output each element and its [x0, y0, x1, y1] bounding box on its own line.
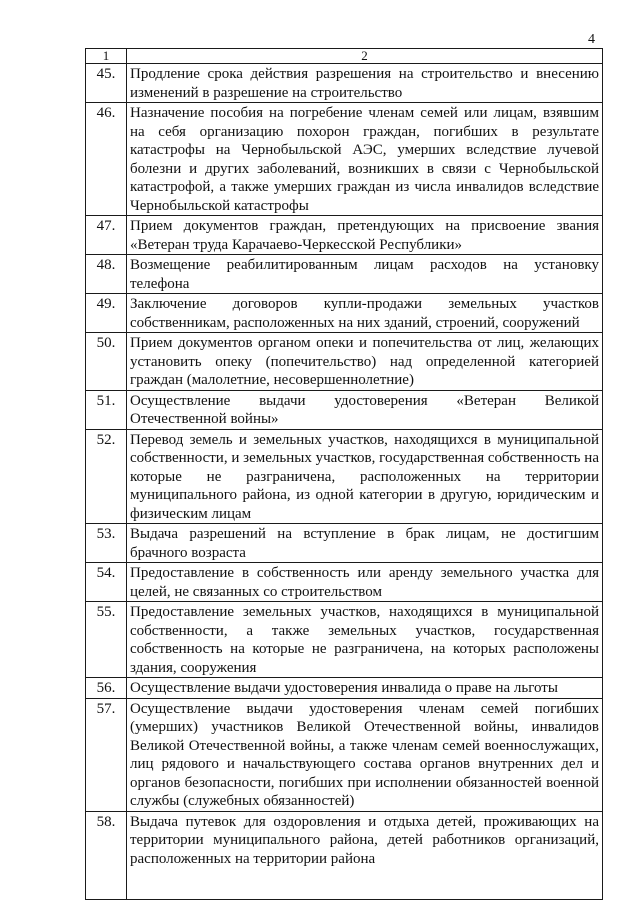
row-number: 54.	[86, 563, 127, 602]
page-number: 4	[588, 32, 595, 47]
row-text: Продление срока действия разрешения на строительство и внесению изменений в разрешение на строительство	[127, 64, 603, 103]
row-number: 45.	[86, 64, 127, 103]
table-row	[86, 64, 603, 103]
row-text: Прием документов органом опеки и попечительства от лиц, желающих установить опеку (попечительство) над определенной категорией граждан (малолетние, несовершеннолетние)	[127, 333, 603, 391]
row-text: Прием документов граждан, претендующих на присвоение звания «Ветеран труда Карачаево-Черкесской Республики»	[127, 216, 603, 255]
table-row	[86, 678, 603, 699]
row-text: Выдача разрешений на вступление в брак лицам, не достигшим брачного возраста	[127, 524, 603, 563]
table-row	[86, 563, 603, 602]
row-text: Осуществление выдачи удостоверения «Ветеран Великой Отечественной войны»	[127, 390, 603, 429]
column-header-number: 1	[86, 49, 127, 64]
row-number: 50.	[86, 333, 127, 391]
row-text: Перевод земель и земельных участков, находящихся в муниципальной собственности, и земельных участков, государственная собственность на которые не разграничена, расположенных на территории муниципального района, из одной категории в другую, юридическим и физическим лицам	[127, 429, 603, 524]
row-text: Предоставление в собственность или аренду земельного участка для целей, не связанных со строительством	[127, 563, 603, 602]
table-header-row	[86, 49, 603, 64]
row-text: Назначение пособия на погребение членам семей или лицам, взявшим на себя организацию похорон граждан, погибших в результате катастрофы на Чернобыльской АЭС, умерших вследствие лучевой болезни и других заболеваний, возникших в связи с Чернобыльской катастрофой, а также умерших граждан из числа инвалидов вследствие Чернобыльской катастрофы	[127, 103, 603, 216]
table-row	[86, 255, 603, 294]
row-number: 57.	[86, 698, 127, 811]
row-number: 56.	[86, 678, 127, 699]
row-text: Заключение договоров купли-продажи земельных участков собственникам, расположенных на них зданий, строений, сооружений	[127, 294, 603, 333]
row-number: 55.	[86, 602, 127, 678]
table-row	[86, 333, 603, 391]
table-row	[86, 429, 603, 524]
table-row	[86, 103, 603, 216]
table-row	[86, 390, 603, 429]
row-number: 49.	[86, 294, 127, 333]
row-number: 58.	[86, 811, 127, 899]
row-text: Выдача путевок для оздоровления и отдыха детей, проживающих на территории муниципального района, детей работников организаций, расположенных на территории района	[127, 811, 603, 899]
row-number: 51.	[86, 390, 127, 429]
row-text: Возмещение реабилитированным лицам расходов на установку телефона	[127, 255, 603, 294]
row-text: Осуществление выдачи удостоверения инвалида о праве на льготы	[127, 678, 603, 699]
table-row	[86, 294, 603, 333]
row-number: 46.	[86, 103, 127, 216]
table-row	[86, 524, 603, 563]
row-text: Предоставление земельных участков, находящихся в муниципальной собственности, а также земельных участков, государственная собственность на которые не разграничена, на которых расположены здания, сооружения	[127, 602, 603, 678]
row-number: 48.	[86, 255, 127, 294]
row-text: Осуществление выдачи удостоверения членам семей погибших (умерших) участников Великой Отечественной войны, инвалидов Великой Отечественной войны, а также членам семей военнослужащих, лиц рядового и начальствующего состава органов внутренних дел и органов безопасности, погибших при исполнении обязанностей военной службы (служебных обязанностей)	[127, 698, 603, 811]
table-row	[86, 811, 603, 899]
row-number: 52.	[86, 429, 127, 524]
row-number: 47.	[86, 216, 127, 255]
row-number: 53.	[86, 524, 127, 563]
services-table	[85, 48, 603, 900]
table-row	[86, 698, 603, 811]
table-row	[86, 216, 603, 255]
column-header-name: 2	[127, 49, 603, 64]
table-row	[86, 602, 603, 678]
